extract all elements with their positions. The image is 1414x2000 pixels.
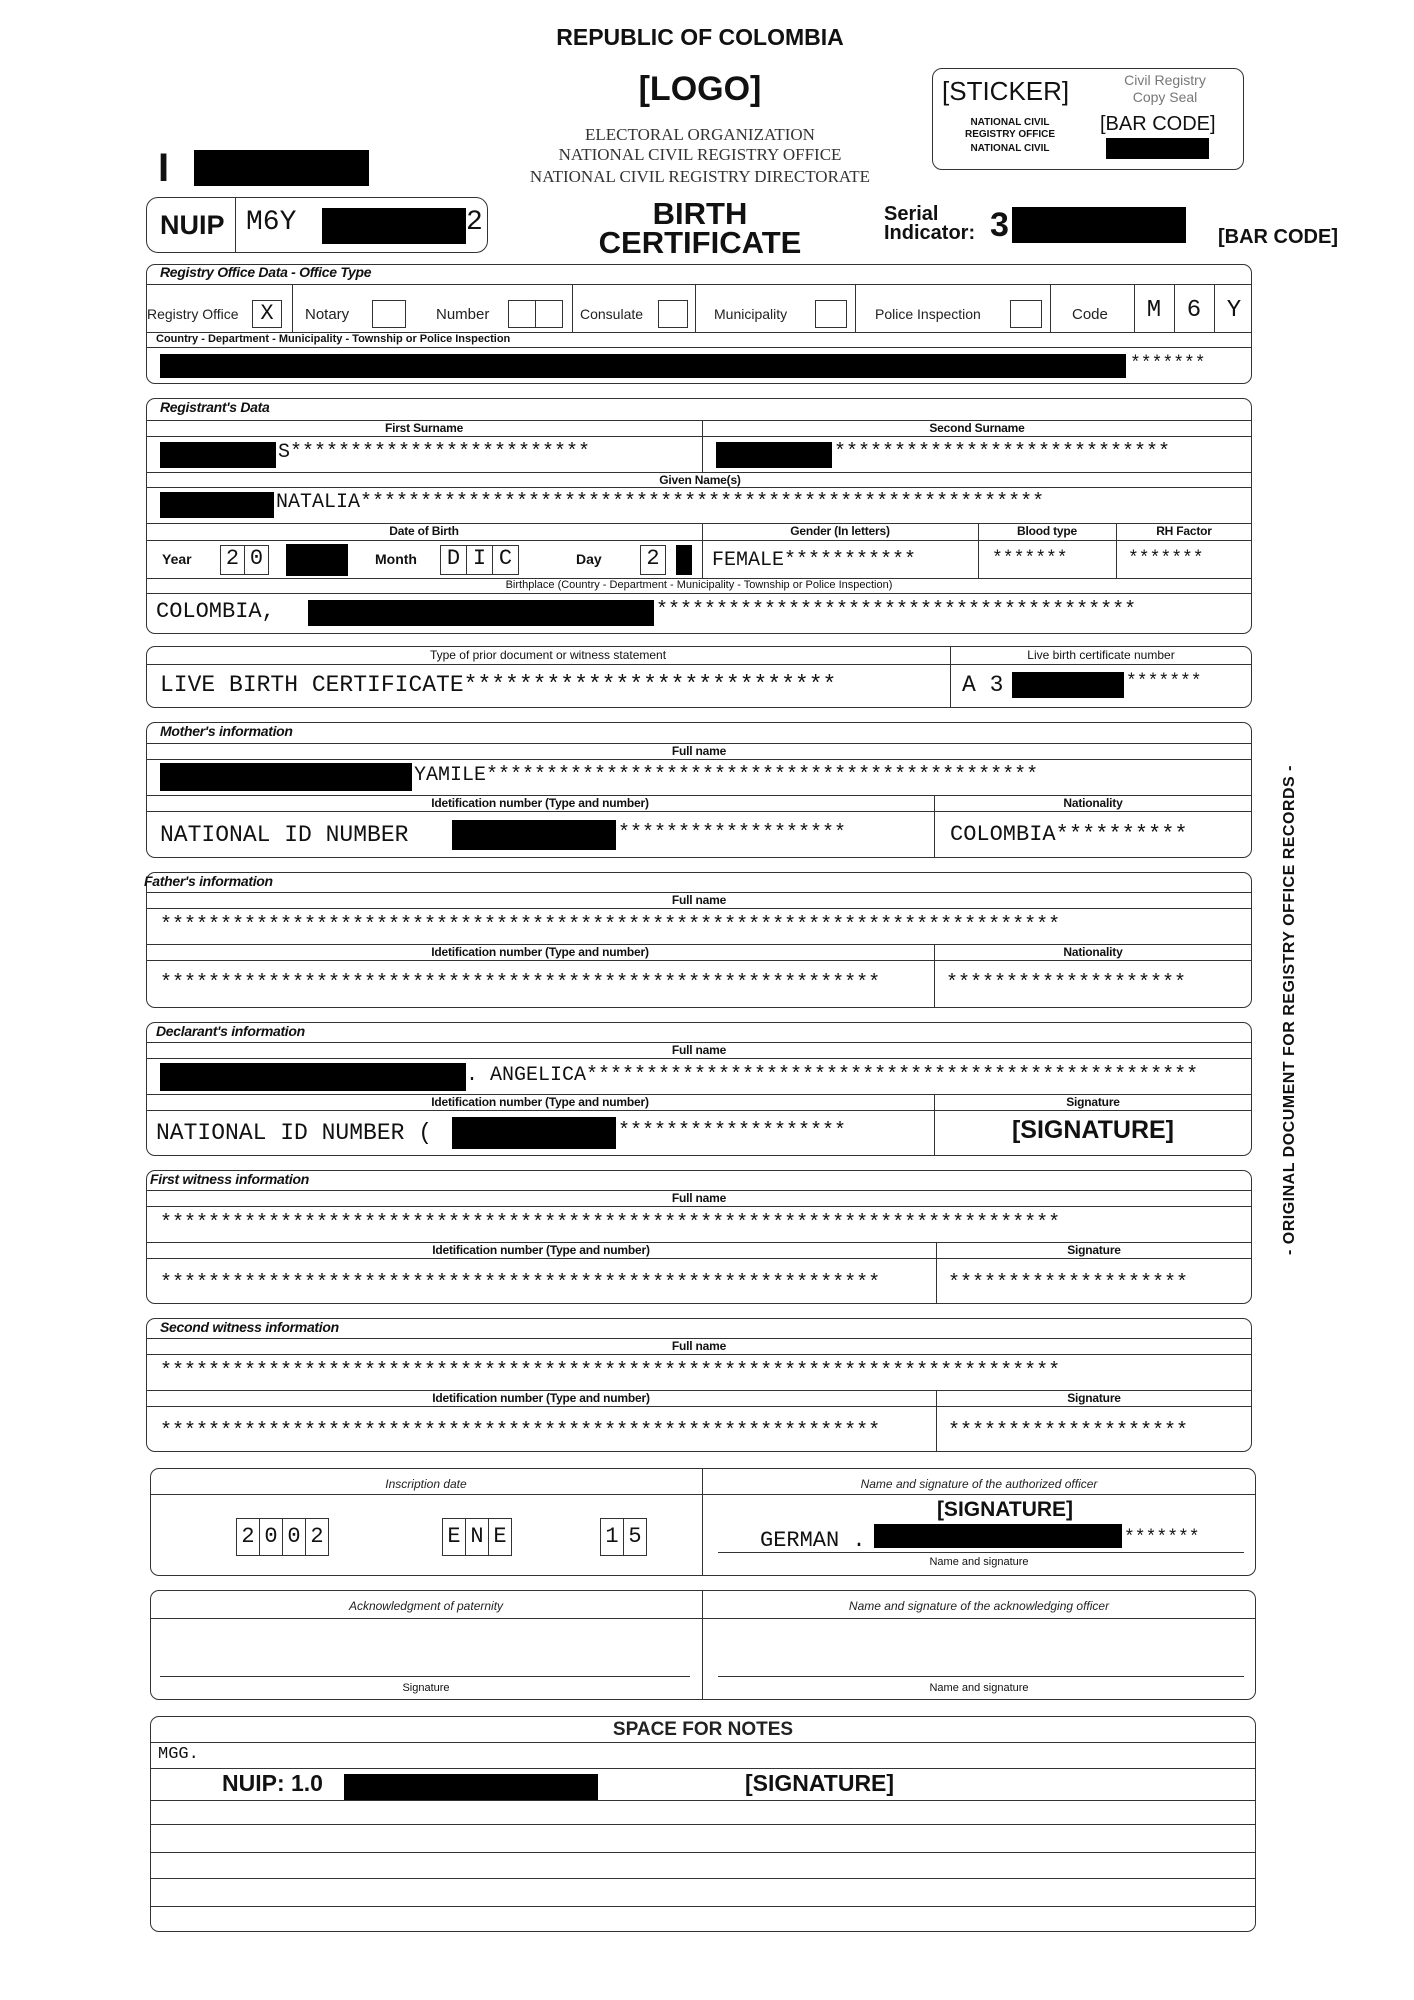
code-char-3: Y (1226, 297, 1242, 324)
org-line-2: NATIONAL CIVIL REGISTRY OFFICE (558, 145, 842, 164)
redaction (160, 763, 412, 791)
nuip-label: NUIP (160, 210, 225, 240)
dob-header: Date of Birth (389, 524, 459, 538)
witness2-name-value: *************************************************************************** (160, 1360, 1061, 1383)
prior-number-filler: ******* (1126, 672, 1202, 692)
nuip-value-start: M6Y (246, 207, 297, 238)
notary-checkbox[interactable] (372, 300, 406, 328)
mother-name-value: YAMILE********************************************** (414, 764, 1039, 787)
notes-initials: MGG. (158, 1745, 199, 1764)
mother-id-header: Idetification number (Type and number) (431, 796, 649, 810)
redaction (286, 544, 348, 576)
seal-line-1: Civil Registry (1124, 72, 1206, 88)
prior-number-header: Live birth certificate number (1027, 648, 1175, 662)
birthplace-header: Birthplace (Country - Department - Municipality - Township or Police Inspection) (505, 579, 893, 591)
number-label: Number (436, 306, 490, 323)
witness1-signature-value: ******************** (948, 1272, 1189, 1295)
officer-header: Name and signature of the authorized officer (860, 1477, 1098, 1491)
logo-placeholder: [LOGO] (638, 70, 762, 108)
municipality-label: Municipality (714, 306, 788, 322)
serial-value-start: 3 (990, 206, 1009, 244)
org-line-3: NATIONAL CIVIL REGISTRY DIRECTORATE (529, 167, 871, 186)
witness2-signature-value: ******************** (948, 1420, 1189, 1443)
witness1-id-value: ************************************************************ (160, 1272, 881, 1295)
inscription-day-1: 1 (600, 1518, 624, 1556)
month-label: Month (375, 551, 417, 567)
mother-title: Mother's information (160, 723, 293, 739)
rh-header: RH Factor (1156, 524, 1212, 538)
officer-filler: ******* (1124, 1528, 1200, 1548)
consulate-label: Consulate (580, 306, 644, 322)
rh-value: ******* (1128, 549, 1204, 569)
witness1-id-header: Idetification number (Type and number) (432, 1243, 650, 1257)
witness2-signature-header: Signature (1067, 1391, 1121, 1405)
blood-header: Blood type (1017, 524, 1077, 538)
mother-id-start: NATIONAL ID NUMBER (160, 822, 409, 848)
redaction (160, 442, 276, 468)
paternity-officer-header: Name and signature of the acknowledging officer (848, 1599, 1110, 1613)
declarant-name-header: Full name (671, 1043, 727, 1057)
municipality-checkbox[interactable] (815, 300, 847, 328)
father-nationality-value: ******************** (946, 972, 1187, 995)
given-names-header: Given Name(s) (659, 473, 741, 487)
redaction (160, 354, 1126, 378)
header-barcode: [BAR CODE] (1218, 226, 1338, 248)
father-id-value: ************************************************************ (160, 972, 881, 995)
witness2-id-header: Idetification number (Type and number) (432, 1391, 650, 1405)
declarant-name-value: . ANGELICA*************************************************** (466, 1064, 1199, 1087)
inscription-year-4: 2 (305, 1518, 329, 1556)
notes-nuip: NUIP: 1.0 (222, 1770, 323, 1796)
paternity-ack-caption: Signature (402, 1682, 450, 1694)
witness2-title: Second witness information (160, 1319, 339, 1335)
sticker-office-3: NATIONAL CIVIL (970, 143, 1050, 154)
second-surname-value: **************************** (834, 441, 1171, 464)
redaction (1012, 207, 1186, 243)
doc-title-2: CERTIFICATE (598, 225, 802, 260)
mother-id-filler: ******************* (618, 822, 847, 845)
prior-type-header: Type of prior document or witness statement (429, 648, 667, 662)
paternity-officer-caption: Name and signature (929, 1682, 1029, 1694)
year-label: Year (162, 551, 192, 567)
day-label: Day (576, 551, 602, 567)
officer-signature: [SIGNATURE] (936, 1498, 1074, 1521)
father-id-header: Idetification number (Type and number) (431, 945, 649, 959)
month-char-1: D (440, 545, 467, 575)
redaction (308, 600, 654, 626)
redaction (194, 150, 369, 186)
code-label: Code (1072, 306, 1108, 323)
redaction (452, 1117, 616, 1149)
mother-nationality-value: COLOMBIA********** (950, 822, 1188, 847)
inscription-year-2: 0 (259, 1518, 283, 1556)
declarant-signature-header: Signature (1066, 1095, 1120, 1109)
gender-header: Gender (In letters) (790, 524, 890, 538)
gender-value: FEMALE*********** (712, 549, 917, 572)
seal-line-2: Copy Seal (1132, 89, 1198, 105)
redaction (344, 1774, 598, 1800)
month-char-2: I (466, 545, 493, 575)
prior-type-value: LIVE BIRTH CERTIFICATE*************************** (160, 672, 837, 698)
sticker-barcode: [BAR CODE] (1100, 113, 1216, 135)
sticker-label: [STICKER] (942, 76, 1070, 106)
second-surname-header: Second Surname (929, 421, 1025, 435)
inscription-day-2: 5 (623, 1518, 647, 1556)
witness2-name-header: Full name (671, 1339, 727, 1353)
country-title: REPUBLIC OF COLOMBIA (556, 24, 844, 50)
witness1-signature-header: Signature (1067, 1243, 1121, 1257)
declarant-id-start: NATIONAL ID NUMBER ( (156, 1120, 433, 1146)
inscription-month-1: E (442, 1518, 466, 1556)
mother-name-header: Full name (671, 744, 727, 758)
father-nationality-header: Nationality (1063, 945, 1123, 959)
witness2-id-value: ************************************************************ (160, 1420, 881, 1443)
declarant-id-filler: ******************* (618, 1120, 847, 1143)
registry-office-checkbox[interactable]: X (252, 300, 282, 328)
father-title: Father's information (144, 873, 273, 889)
doc-title-1: BIRTH (652, 196, 748, 231)
police-checkbox[interactable] (1010, 300, 1042, 328)
location-header: Country - Department - Municipality - Township or Police Inspection (156, 333, 511, 345)
consulate-checkbox[interactable] (658, 300, 688, 328)
redaction (874, 1524, 1122, 1548)
first-surname-header: First Surname (384, 421, 464, 435)
year-digit-1: 2 (220, 545, 245, 575)
code-char-2: 6 (1186, 297, 1202, 324)
day-digit-1: 2 (640, 545, 666, 575)
inscription-month-2: N (465, 1518, 489, 1556)
witness1-name-value: *************************************************************************** (160, 1212, 1061, 1235)
inscription-month-3: E (488, 1518, 512, 1556)
nuip-value-end: 2 (466, 207, 483, 238)
redaction (160, 1063, 466, 1091)
police-label: Police Inspection (875, 306, 981, 322)
birthplace-filler: **************************************** (656, 599, 1137, 622)
officer-caption: Name and signature (929, 1556, 1029, 1568)
serial-label-1: Serial (884, 203, 939, 225)
declarant-id-header: Idetification number (Type and number) (431, 1095, 649, 1109)
father-name-header: Full name (671, 893, 727, 907)
org-line-1: ELECTORAL ORGANIZATION (585, 125, 815, 144)
office-title: Registry Office Data - Office Type (160, 264, 372, 280)
witness1-title: First witness information (150, 1171, 309, 1187)
paternity-ack-header: Acknowledgment of paternity (348, 1599, 504, 1613)
location-filler: ******* (1130, 354, 1206, 374)
year-digit-2: 0 (244, 545, 269, 575)
notes-title: SPACE FOR NOTES (612, 1719, 794, 1740)
inscription-year-1: 2 (236, 1518, 260, 1556)
redaction (322, 208, 466, 244)
redaction (452, 820, 616, 850)
code-char-1: M (1146, 297, 1162, 324)
first-surname-value: S************************* (278, 441, 591, 464)
sticker-office-2: REGISTRY OFFICE (964, 129, 1055, 140)
left-mark: I (158, 146, 170, 190)
redaction (160, 492, 274, 518)
notary-label: Notary (305, 306, 350, 323)
registry-office-label: Registry Office (147, 306, 239, 322)
officer-name-start: GERMAN . (760, 1528, 866, 1553)
month-char-3: C (492, 545, 519, 575)
number-box-2[interactable] (535, 300, 563, 328)
declarant-signature: [SIGNATURE] (1011, 1116, 1175, 1144)
notes-signature: [SIGNATURE] (745, 1770, 895, 1796)
father-name-value: *************************************************************************** (160, 914, 1061, 937)
witness1-name-header: Full name (671, 1191, 727, 1205)
birthplace-value-start: COLOMBIA, (156, 599, 275, 624)
number-box-1[interactable] (508, 300, 536, 328)
inscription-year-3: 0 (282, 1518, 306, 1556)
registrant-title: Registrant's Data (160, 399, 270, 415)
redaction (1012, 672, 1124, 698)
inscription-date-header: Inscription date (385, 1477, 467, 1491)
given-names-value: NATALIA********************************************************* (276, 491, 1045, 514)
serial-label-2: Indicator: (884, 222, 976, 244)
redaction (1106, 138, 1209, 159)
sticker-office-1: NATIONAL CIVIL (970, 117, 1050, 128)
side-vertical-text: - ORIGINAL DOCUMENT FOR REGISTRY OFFICE RECORDS - (1281, 765, 1298, 1255)
mother-nationality-header: Nationality (1063, 796, 1123, 810)
declarant-title: Declarant's information (156, 1023, 305, 1039)
blood-value: ******* (992, 549, 1068, 569)
redaction (676, 545, 692, 575)
prior-number-start: A 3 (962, 672, 1004, 698)
redaction (716, 442, 832, 468)
